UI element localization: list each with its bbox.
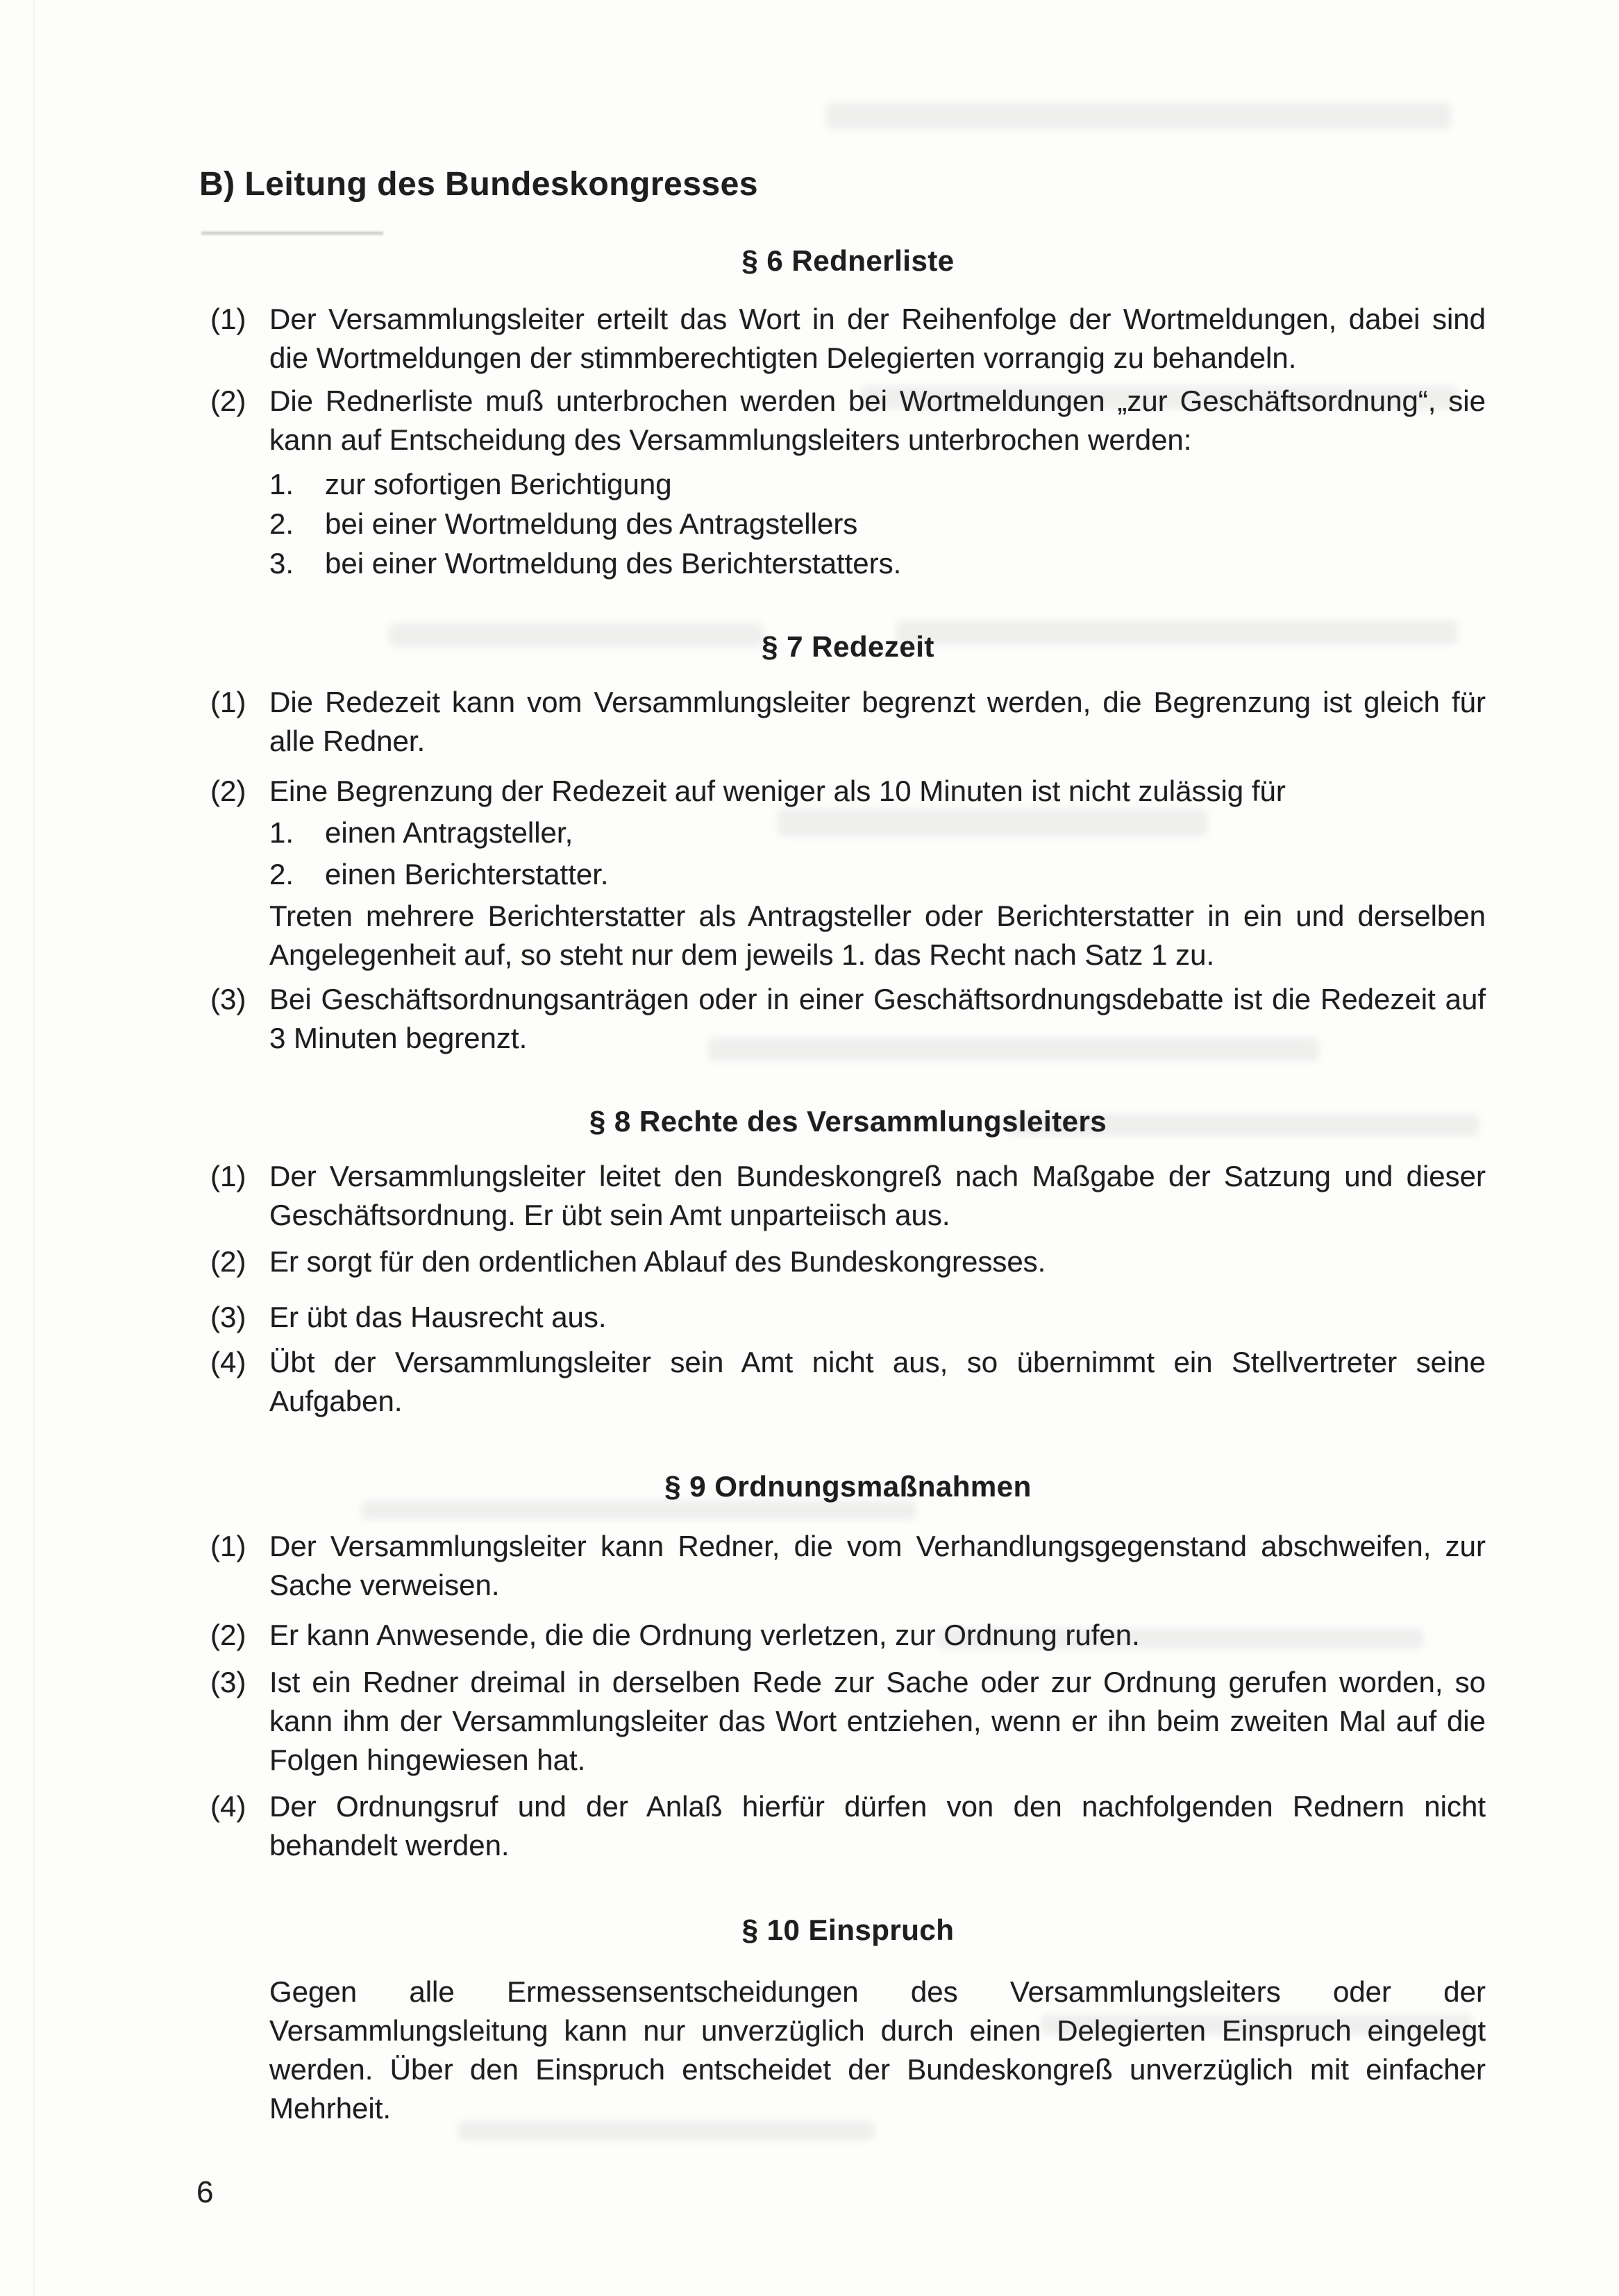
list-item-number: 2. — [269, 507, 294, 540]
paragraph-number: (2) — [210, 775, 246, 807]
paragraph-text: Der Versammlungsleiter kann Redner, die vom Verhandlungsgegenstand abschweifen, zur Sache verweisen. — [269, 1530, 1486, 1601]
paragraph-number: (1) — [210, 303, 246, 335]
section-heading-8: § 8 Rechte des Versammlungsleiters — [589, 1105, 1107, 1138]
ghost-artifact — [361, 1501, 916, 1520]
scan-edge-line — [33, 0, 35, 2296]
paragraph-number: (4) — [210, 1790, 246, 1823]
paragraph-text: Der Versammlungsleiter erteilt das Wort in der Reihenfolge der Wortmeldungen, dabei sind die Wortmeldungen der stimmberechtigten Delegierten vorrangig zu behandeln. — [269, 303, 1486, 374]
paragraph — [210, 1787, 1486, 1865]
paragraph-number: (2) — [210, 1245, 246, 1278]
paragraph-number: (3) — [210, 1666, 246, 1698]
paragraph-number: (2) — [210, 1619, 246, 1651]
paragraph-text: Er übt das Hausrecht aus. — [269, 1301, 607, 1333]
section-heading-10: § 10 Einspruch — [741, 1914, 955, 1946]
list-item-number: 2. — [269, 858, 294, 890]
page-title: B) Leitung des Bundeskongresses — [199, 166, 758, 203]
list-item — [269, 505, 1486, 543]
paragraph-text: Die Rednerliste muß unterbrochen werden bei Wortmeldungen „zur Geschäftsordnung“, sie kann auf Entscheidung des Versammlungsleiters unterbrochen werden: — [269, 385, 1486, 456]
list-item — [269, 465, 1486, 504]
list-item — [269, 544, 1486, 583]
list-item-number: 1. — [269, 468, 294, 500]
paragraph-text: Eine Begrenzung der Redezeit auf weniger als 10 Minuten ist nicht zulässig für — [269, 775, 1286, 807]
paragraph — [210, 772, 1486, 811]
paragraph-number: (3) — [210, 1301, 246, 1333]
paragraph — [210, 1973, 1486, 2128]
paragraph-number: (1) — [210, 1530, 246, 1562]
paragraph — [210, 1663, 1486, 1780]
section-heading-6: § 6 Rednerliste — [741, 244, 955, 277]
paragraph — [210, 1298, 1486, 1337]
paragraph-number: (1) — [210, 1160, 246, 1192]
paragraph-text: Die Redezeit kann vom Versammlungsleiter begrenzt werden, die Begrenzung ist gleich für alle Redner. — [269, 686, 1486, 757]
list-item-number: 1. — [269, 816, 294, 849]
paragraph — [210, 683, 1486, 761]
section-heading-9: § 9 Ordnungsmaßnahmen — [664, 1470, 1032, 1503]
paragraph-text: Der Versammlungsleiter leitet den Bundeskongreß nach Maßgabe der Satzung und dieser Geschäftsordnung. Er übt sein Amt unparteiisch aus. — [269, 1160, 1486, 1231]
paragraph — [210, 300, 1486, 378]
paragraph-number: (1) — [210, 686, 246, 718]
paragraph-text: Ist ein Redner dreimal in derselben Rede zur Sache oder zur Ordnung gerufen worden, so kann ihm der Versammlungsleiter das Wort entziehen, wenn er ihn beim zweiten Mal auf die Folgen hingewiesen hat. — [269, 1666, 1486, 1776]
paragraph — [210, 1242, 1486, 1281]
list-item — [269, 855, 1486, 894]
list-item-text: einen Antragsteller, — [325, 816, 573, 849]
page-number: 6 — [196, 2175, 214, 2209]
list-item-text: zur sofortigen Berichtigung — [325, 468, 672, 500]
paragraph — [210, 1527, 1486, 1605]
list-item-text: einen Berichterstatter. — [325, 858, 609, 890]
paragraph-text: Bei Geschäftsordnungsanträgen oder in einer Geschäftsordnungsdebatte ist die Redezeit auf 3 Minuten begrenzt. — [269, 983, 1486, 1054]
paragraph-text: Übt der Versammlungsleiter sein Amt nicht aus, so übernimmt ein Stellvertreter seine Aufgaben. — [269, 1346, 1486, 1417]
paragraph — [210, 1616, 1486, 1655]
paragraph-continuation — [210, 897, 1486, 974]
paragraph — [210, 382, 1486, 459]
list-item-number: 3. — [269, 547, 294, 580]
paragraph-number: (3) — [210, 983, 246, 1015]
paragraph-number: (4) — [210, 1346, 246, 1378]
paragraph — [210, 980, 1486, 1058]
list-item-text: bei einer Wortmeldung des Antragstellers — [325, 507, 858, 540]
paragraph-text: Treten mehrere Berichterstatter als Antragsteller oder Berichterstatter in ein und derselben Angelegenheit auf, so steht nur dem jeweils 1. das Recht nach Satz 1 zu. — [269, 900, 1486, 971]
paragraph-text: Der Ordnungsruf und der Anlaß hierfür dürfen von den nachfolgenden Rednern nicht behandelt werden. — [269, 1790, 1486, 1862]
paragraph-text: Er sorgt für den ordentlichen Ablauf des Bundeskongresses. — [269, 1245, 1046, 1278]
ghost-artifact — [826, 103, 1451, 129]
paragraph-number: (2) — [210, 385, 246, 417]
paragraph-text: Er kann Anwesende, die die Ordnung verletzen, zur Ordnung rufen. — [269, 1619, 1140, 1651]
title-underline-artifact — [201, 232, 383, 235]
section-heading-7: § 7 Redezeit — [762, 630, 934, 663]
list-item — [269, 813, 1486, 852]
list-item-text: bei einer Wortmeldung des Berichterstatters. — [325, 547, 902, 580]
paragraph — [210, 1157, 1486, 1235]
paragraph-text: Gegen alle Ermessensentscheidungen des Versammlungsleiters oder der Versammlungsleitung kann nur unverzüglich durch einen Delegierten Einspruch eingelegt werden. Über den Einspruch entscheidet der Bundeskongreß unverzüglich mit einfacher Mehrheit. — [269, 1975, 1486, 2125]
paragraph — [210, 1343, 1486, 1421]
